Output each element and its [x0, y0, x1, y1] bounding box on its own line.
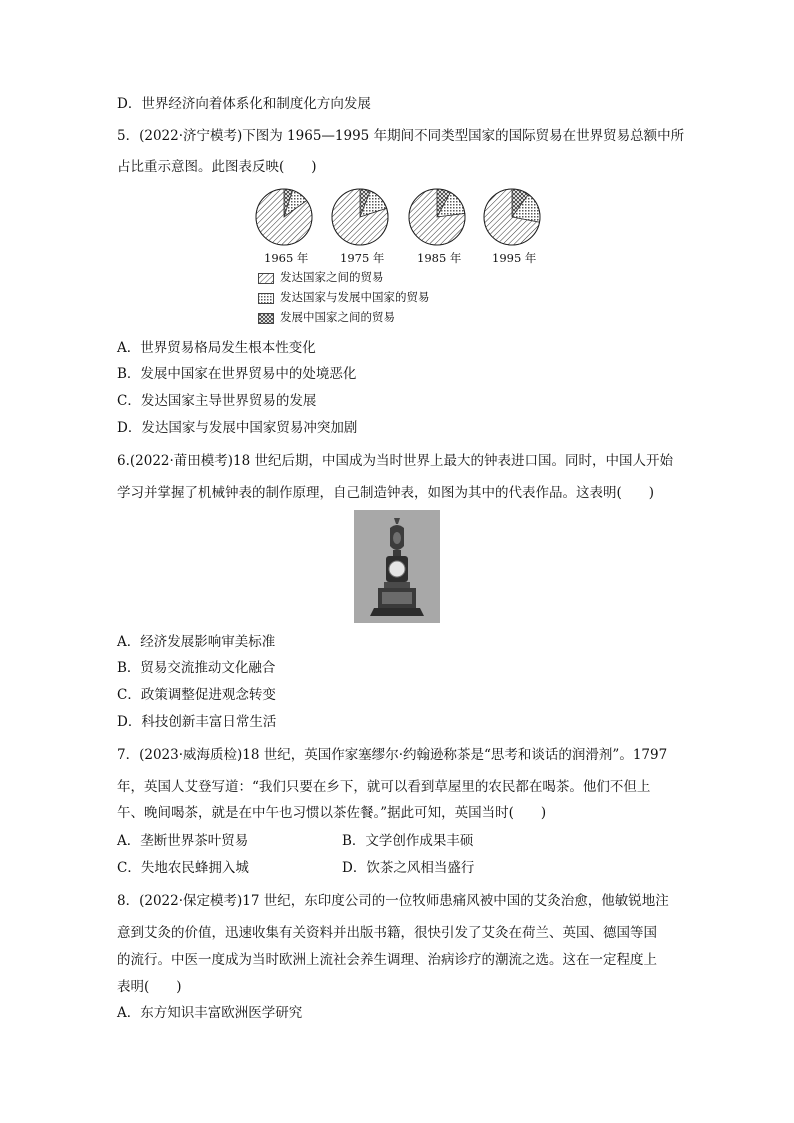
q5-option-c[interactable]: C．发达国家主导世界贸易的发展 [117, 393, 317, 409]
legend-item-developed [258, 270, 384, 284]
legend-item-developing [258, 310, 395, 324]
pie-chart-svg [0, 0, 794, 330]
q6-option-c[interactable]: C．政策调整促进观念转变 [117, 687, 276, 703]
pie-year-label: 1975 年 [340, 251, 385, 265]
q8-stem-line3: 的流行。中医一度成为当时欧洲上流社会养生调理、治病诊疗的潮流之选。这在一定程度上 [117, 952, 657, 968]
pie-year-label: 1985 年 [417, 251, 462, 265]
legend-label: 发达国家与发展中国家的贸易 [280, 290, 430, 304]
pie-year-label: 1995 年 [492, 251, 537, 265]
q7-option-a[interactable]: A．垄断世界茶叶贸易 [117, 833, 249, 849]
q8-option-a[interactable]: A．东方知识丰富欧洲医学研究 [117, 1005, 303, 1021]
q7-stem-line3: 午、晚间喝茶，就是在中午也习惯以茶佐餐。”据此可知，英国当时( ) [117, 805, 547, 821]
legend-swatch-cross [258, 313, 274, 324]
q5-stem-line1: 5．(2022·济宁模考)下图为 1965—1995 年期间不同类型国家的国际贸易在世界贸易总额中所 [117, 128, 685, 144]
q7-stem-line1: 7．(2023·威海质检)18 世纪，英国作家塞缪尔·约翰逊称茶是“思考和谈话的润滑剂”。1797 [117, 747, 668, 763]
q6-option-b[interactable]: B．贸易交流推动文化融合 [117, 660, 276, 676]
q6-option-a[interactable]: A．经济发展影响审美标准 [117, 634, 276, 650]
legend-item-mixed [258, 290, 430, 304]
q4-option-d[interactable]: D．世界经济向着体系化和制度化方向发展 [117, 96, 371, 112]
q5-stem-line2: 占比重示意图。此图表反映( ) [117, 159, 317, 175]
q8-stem-line1: 8．(2022·保定模考)17 世纪，东印度公司的一位牧师患痛风被中国的艾灸治愈，他敏锐地注 [117, 893, 669, 909]
q5-option-b[interactable]: B．发展中国家在世界贸易中的处境恶化 [117, 366, 357, 382]
q7-stem-line2: 年，英国人艾登写道：“我们只要在乡下，就可以看到草屋里的农民都在喝茶。他们不但上 [117, 779, 651, 795]
legend-label: 发达国家之间的贸易 [280, 270, 384, 284]
q6-stem-line2: 学习并掌握了机械钟表的制作原理，自己制造钟表，如图为其中的代表作品。这表明( ) [117, 485, 655, 501]
q7-option-d[interactable]: D．饮茶之风相当盛行 [342, 860, 475, 876]
q5-option-d[interactable]: D．发达国家与发展中国家贸易冲突加剧 [117, 420, 358, 436]
q5-option-a[interactable]: A．世界贸易格局发生根本性变化 [117, 340, 316, 356]
legend-swatch-hatch [258, 273, 274, 284]
chinese-clock-photo [354, 510, 440, 623]
q8-stem-line2: 意到艾灸的价值，迅速收集有关资料并出版书籍，很快引发了艾灸在荷兰、英国、德国等国 [117, 925, 657, 941]
q6-stem-line1: 6.(2022·莆田模考)18 世纪后期，中国成为当时世界上最大的钟表进口国。同时，中国人开始 [117, 453, 674, 469]
q7-option-b[interactable]: B．文学创作成果丰硕 [342, 833, 474, 849]
pie-year-label: 1965 年 [264, 251, 309, 265]
legend-swatch-grid [258, 293, 274, 304]
q8-stem-line4: 表明( ) [117, 979, 182, 995]
q6-option-d[interactable]: D．科技创新丰富日常生活 [117, 714, 277, 730]
legend-label: 发展中国家之间的贸易 [280, 310, 395, 324]
q7-option-c[interactable]: C．失地农民蜂拥入城 [117, 860, 249, 876]
